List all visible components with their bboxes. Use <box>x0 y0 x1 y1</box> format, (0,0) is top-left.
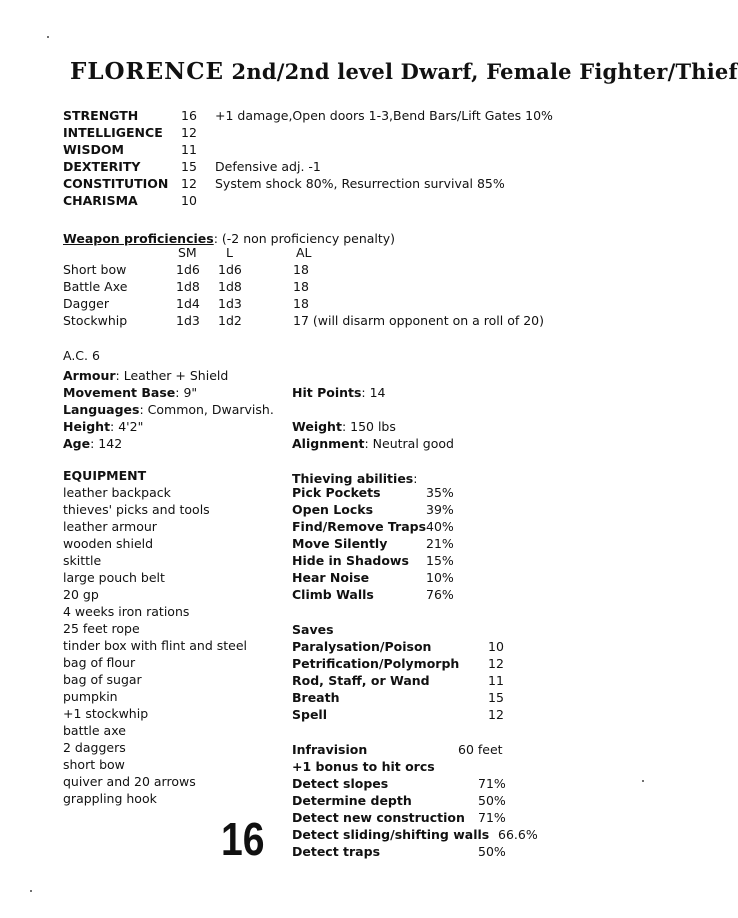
armour-class: A.C. 6 <box>63 348 100 363</box>
save-value: 12 <box>488 656 504 671</box>
thieving-value: 21% <box>426 536 454 551</box>
equipment-item: wooden shield <box>63 536 154 551</box>
weapon-al: 18 <box>293 279 309 294</box>
weapon-l: 1d3 <box>218 296 242 311</box>
equipment-item: leather backpack <box>63 485 171 500</box>
ability-label: CONSTITUTION <box>63 176 169 191</box>
save-label: Paralysation/Poison <box>292 639 432 654</box>
height-label: Height <box>63 419 111 434</box>
scan-speck <box>47 36 49 38</box>
saves-heading: Saves <box>292 622 334 637</box>
ability-label: WISDOM <box>63 142 124 157</box>
save-value: 12 <box>488 707 504 722</box>
weapons-col-l: L <box>226 245 233 260</box>
thieving-value: 15% <box>426 553 454 568</box>
thieving-value: 76% <box>426 587 454 602</box>
equipment-item: 4 weeks iron rations <box>63 604 190 619</box>
dwarf-ability-value: 71% <box>478 810 506 825</box>
ability-note: System shock 80%, Resurrection survival 85% <box>215 176 505 191</box>
thieving-heading: Thieving abilities <box>292 471 414 486</box>
age-line <box>63 433 122 452</box>
thieving-label: Hear Noise <box>292 570 370 585</box>
weapon-l: 1d8 <box>218 279 242 294</box>
weapon-l: 1d6 <box>218 262 242 277</box>
height-value: : 4'2" <box>110 419 144 434</box>
equipment-item: large pouch belt <box>63 570 165 585</box>
alignment-line <box>292 433 454 452</box>
equipment-item: tinder box with flint and steel <box>63 638 247 653</box>
dwarf-ability-label: Detect slopes <box>292 776 389 791</box>
equipment-item: quiver and 20 arrows <box>63 774 196 789</box>
thieving-label: Open Locks <box>292 502 374 517</box>
alignment-label: Alignment <box>292 436 365 451</box>
dwarf-ability-value: 50% <box>478 844 506 859</box>
weapon-name: Stockwhip <box>63 313 128 328</box>
equipment-item: short bow <box>63 757 125 772</box>
dwarf-ability-label: Detect sliding/shifting walls <box>292 827 490 842</box>
equipment-item: 20 gp <box>63 587 99 602</box>
thieving-label: Find/Remove Traps <box>292 519 427 534</box>
languages-label: Languages <box>63 402 140 417</box>
page-number: 16 <box>221 813 265 865</box>
weapon-al: 17 (will disarm opponent on a roll of 20) <box>293 313 545 328</box>
save-value: 15 <box>488 690 504 705</box>
age-value: : 142 <box>90 436 123 451</box>
ability-label: DEXTERITY <box>63 159 141 174</box>
weapon-name: Battle Axe <box>63 279 128 294</box>
equipment-item: battle axe <box>63 723 126 738</box>
save-label: Petrification/Polymorph <box>292 656 460 671</box>
languages-value: : Common, Dwarvish. <box>139 402 274 417</box>
equipment-item: 25 feet rope <box>63 621 140 636</box>
equipment-item: bag of flour <box>63 655 136 670</box>
dwarf-ability-label: Detect new construction <box>292 810 465 825</box>
equipment-item: grappling hook <box>63 791 157 806</box>
weapon-l: 1d2 <box>218 313 242 328</box>
weapon-sm: 1d8 <box>176 279 200 294</box>
character-class: 2nd/2nd level Dwarf, Female Fighter/Thief <box>224 59 738 84</box>
ability-value: 10 <box>181 193 197 208</box>
ability-value: 12 <box>181 125 197 140</box>
ability-label: CHARISMA <box>63 193 138 208</box>
armour-label: Armour <box>63 368 116 383</box>
weapon-sm: 1d3 <box>176 313 200 328</box>
age-label: Age <box>63 436 91 451</box>
scan-speck <box>30 890 32 892</box>
dwarf-ability-label: Detect traps <box>292 844 381 859</box>
thieving-value: 39% <box>426 502 454 517</box>
equipment-heading: EQUIPMENT <box>63 468 147 483</box>
weapons-heading: Weapon proficiencies <box>63 231 214 246</box>
thieving-value: 35% <box>426 485 454 500</box>
weapons-col-sm: SM <box>178 245 197 260</box>
save-label: Rod, Staff, or Wand <box>292 673 430 688</box>
thieving-label: Climb Walls <box>292 587 374 602</box>
scan-speck <box>642 780 644 782</box>
weapon-name: Short bow <box>63 262 127 277</box>
weight-value: : 150 lbs <box>341 419 396 434</box>
dwarf-ability-value: 71% <box>478 776 506 791</box>
save-value: 11 <box>488 673 504 688</box>
ability-label: STRENGTH <box>63 108 139 123</box>
ability-value: 12 <box>181 176 197 191</box>
thieving-label: Hide in Shadows <box>292 553 409 568</box>
infravision-value: 60 feet <box>458 742 503 757</box>
ability-value: 15 <box>181 159 197 174</box>
infravision-label: Infravision <box>292 742 368 757</box>
equipment-item: pumpkin <box>63 689 118 704</box>
equipment-item: bag of sugar <box>63 672 142 687</box>
thieving-label: Move Silently <box>292 536 388 551</box>
dwarf-ability-value: 66.6% <box>498 827 538 842</box>
armour-value: : Leather + Shield <box>115 368 229 383</box>
save-value: 10 <box>488 639 504 654</box>
weapon-sm: 1d4 <box>176 296 200 311</box>
equipment-item: 2 daggers <box>63 740 126 755</box>
weapon-al: 18 <box>293 262 309 277</box>
page-title <box>70 58 738 85</box>
weapon-name: Dagger <box>63 296 109 311</box>
equipment-item: skittle <box>63 553 102 568</box>
equipment-item: +1 stockwhip <box>63 706 149 721</box>
orc-bonus: +1 bonus to hit orcs <box>292 759 435 774</box>
thieving-value: 40% <box>426 519 454 534</box>
hit-points-value: : 14 <box>361 385 386 400</box>
character-name: FLORENCE <box>70 58 225 85</box>
dwarf-ability-value: 50% <box>478 793 506 808</box>
weight-label: Weight <box>292 419 342 434</box>
ability-note: Defensive adj. -1 <box>215 159 321 174</box>
movement-label: Movement Base <box>63 385 176 400</box>
equipment-item: leather armour <box>63 519 157 534</box>
ability-note: +1 damage,Open doors 1-3,Bend Bars/Lift Gates 10% <box>215 108 553 123</box>
thieving-value: 10% <box>426 570 454 585</box>
weapons-note: : (-2 non proficiency penalty) <box>213 231 396 246</box>
hit-points-label: Hit Points <box>292 385 362 400</box>
thieving-heading-colon: : <box>413 471 418 486</box>
ability-value: 11 <box>181 142 197 157</box>
save-label: Spell <box>292 707 327 722</box>
equipment-item: thieves' picks and tools <box>63 502 210 517</box>
thieving-label: Pick Pockets <box>292 485 381 500</box>
hit-points-line <box>292 382 386 401</box>
ability-label: INTELLIGENCE <box>63 125 163 140</box>
ability-value: 16 <box>181 108 197 123</box>
save-label: Breath <box>292 690 340 705</box>
weapon-al: 18 <box>293 296 309 311</box>
weapons-col-al: AL <box>296 245 312 260</box>
dwarf-ability-label: Determine depth <box>292 793 412 808</box>
weapon-sm: 1d6 <box>176 262 200 277</box>
movement-value: : 9" <box>175 385 198 400</box>
alignment-value: : Neutral good <box>364 436 454 451</box>
